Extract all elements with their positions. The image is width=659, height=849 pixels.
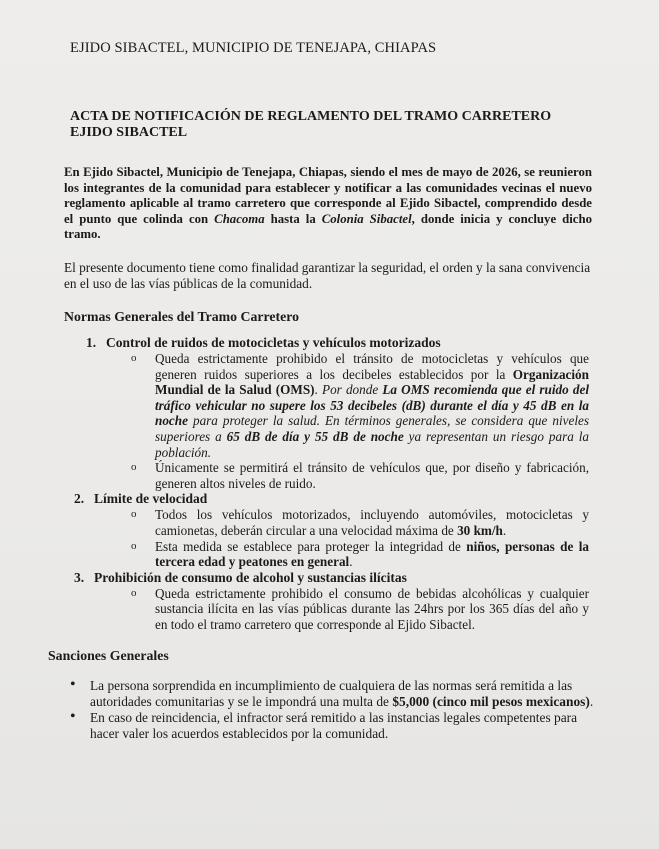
rule-2-title: 2. Límite de velocidad [74, 491, 208, 507]
rule-2-subitem-2: o Esta medida se establece para proteger la integridad de niños, personas de la tercera edad y peatones en general. [131, 539, 589, 570]
rule-3-title: 3. Prohibición de consumo de alcohol y sustancias ilícitas [74, 569, 407, 585]
title-line-2: EJIDO SIBACTEL [70, 125, 188, 140]
rule-3-subitems [131, 586, 619, 633]
document-title [70, 109, 619, 141]
rule-2-subitems [131, 507, 619, 569]
sancion-1: • La persona sorprendida en incumplimiento de cualquiera de las normas será remitida a las autoridades comunitarias y se le impondrá una multa de $5,000 (cinco mil pesos mexicanos). [48, 678, 596, 710]
intro-text-3: , donde inicia y concluye dicho tramo. [64, 211, 592, 242]
rule-1-subitem-1: o Queda estrictamente prohibido el tránsito de motocicletas y vehículos que generen ruidos superiores a los decibeles establecidos por la Organización Mundial de la Salud (OMS). Por donde La OMS recomienda que el ruido del tráfico vehicular no supere los 53 decibeles (dB) durante el día y 45 dB en la noche para proteger la salud. En términos generales, se considera que niveles superiores a 65 dB de día y 55 dB de noche ya representan un riesgo para la población. [131, 351, 589, 460]
document-header: EJIDO SIBACTEL, MUNICIPIO DE TENEJAPA, CHIAPAS [70, 40, 437, 56]
purpose-paragraph: El presente documento tiene como finalidad garantizar la seguridad, el orden y la sana convivencia en el uso de las vías públicas de la comunidad. [64, 259, 591, 291]
sanciones-list [48, 678, 619, 742]
rule-1 [86, 335, 619, 491]
intro-place-chacoma: Chacoma [214, 211, 265, 226]
rule-1-subitems [131, 351, 619, 491]
rule-1-title: 1. Control de ruidos de motocicletas y vehículos motorizados [86, 334, 441, 350]
normas-title: Normas Generales del Tramo Carretero [64, 308, 299, 324]
rule-1-subitem-2: o Únicamente se permitirá el tránsito de vehículos que, por diseño y fabricación, generen altos niveles de ruido. [131, 460, 589, 491]
sanciones-title: Sanciones Generales [48, 648, 169, 664]
intro-paragraph [64, 165, 592, 243]
title-line-1: ACTA DE NOTIFICACIÓN DE REGLAMENTO DEL TRAMO CARRETERO [70, 109, 552, 124]
rule-2-subitem-1: o Todos los vehículos motorizados, incluyendo automóviles, motocicletas y camionetas, deberán circular a una velocidad máxima de 30 km/h. [131, 507, 589, 538]
intro-text-2: hasta la [264, 211, 322, 226]
intro-text-1: En Ejido Sibactel, Municipio de Tenejapa, Chiapas, siendo el mes de mayo de 2026, se reunieron los integrantes de la comunidad para establecer y notificar a las comunidades vecinas el nuevo reglamento aplicable al tramo carretero que corresponde al Ejido Sibactel, comprendido desde el punto que colinda con [64, 165, 592, 226]
rule-2 [74, 491, 619, 569]
rule-3-subitem-1: o Queda estrictamente prohibido el consumo de bebidas alcohólicas y cualquier sustancia ilícita en las vías públicas durante las 24hrs por los 365 días del año y en todo el tramo carretero que corresponde al Ejido Sibactel. [131, 586, 589, 633]
sancion-2: • En caso de reincidencia, el infractor será remitido a las instancias legales competentes para hacer valer los acuerdos establecidos por la comunidad. [48, 710, 596, 742]
rule-3 [74, 570, 619, 633]
rules-list [48, 335, 619, 633]
intro-place-colonia: Colonia Sibactel [321, 211, 412, 226]
